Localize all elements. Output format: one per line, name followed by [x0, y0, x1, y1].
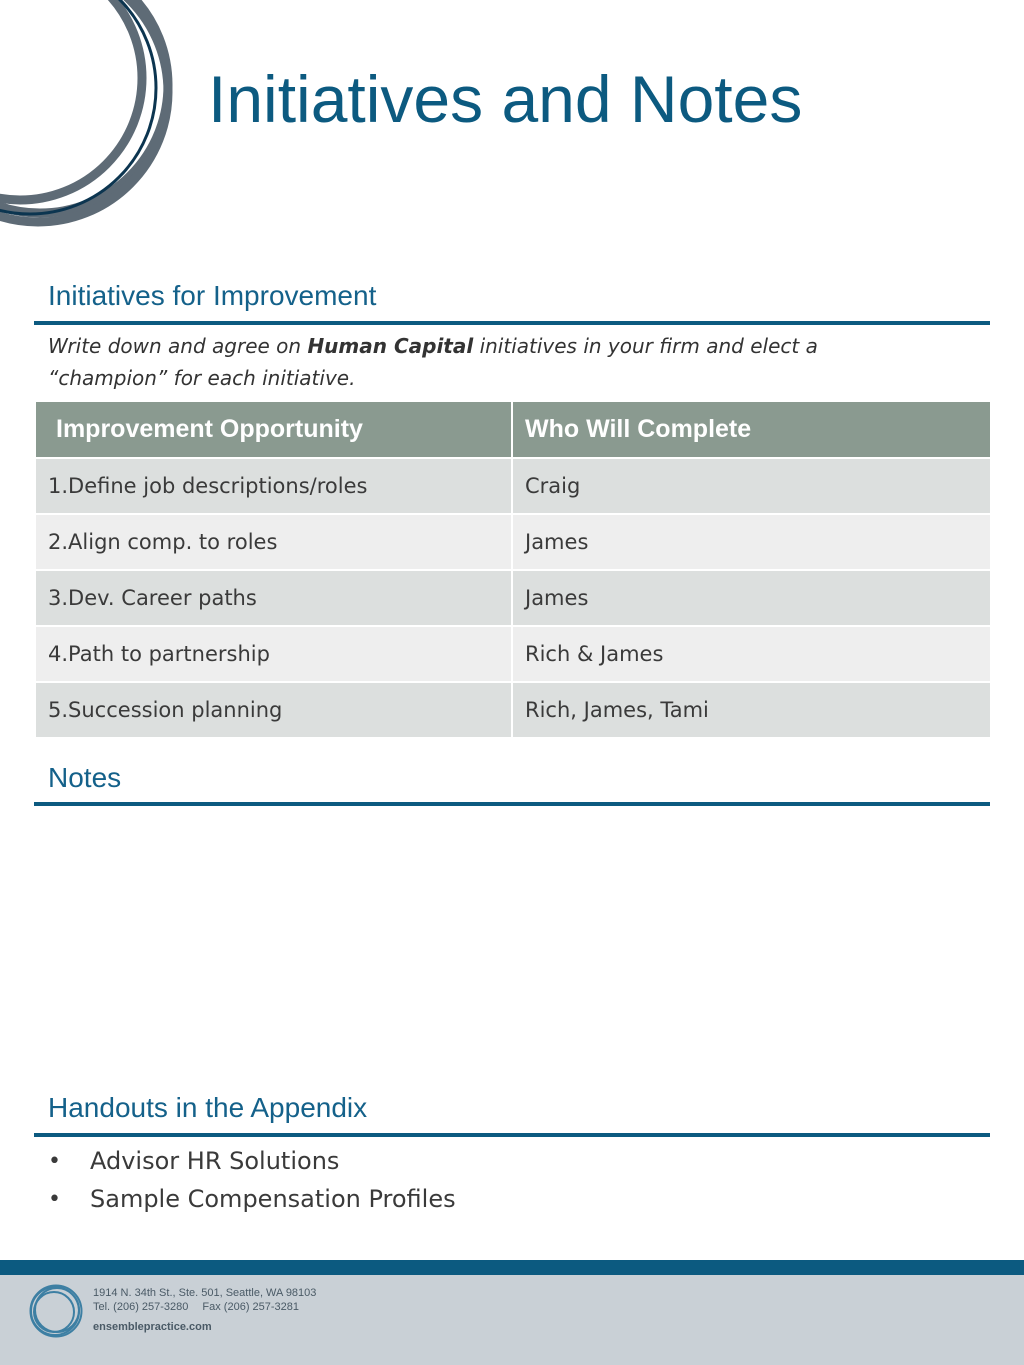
ensemble-logo-icon: [26, 1283, 86, 1339]
footer-accent-bar: [0, 1260, 1024, 1275]
table-row: [35, 458, 991, 514]
notes-area: [34, 812, 990, 1082]
handouts-list: [48, 1142, 456, 1218]
table-row: [35, 682, 991, 738]
footer-address-line: 1914 N. 34th St., Ste. 501, Seattle, WA 98103: [93, 1287, 317, 1299]
opportunity-cell: 2.Align comp. to roles: [35, 514, 512, 570]
footer-fax: Fax (206) 257-3281: [202, 1301, 300, 1313]
bullet-icon: •: [48, 1148, 61, 1174]
initiatives-table: [34, 400, 992, 739]
footer: [0, 1275, 1024, 1365]
opportunity-cell: 5.Succession planning: [35, 682, 512, 738]
footer-website: ensemblepractice.com: [93, 1321, 212, 1333]
instruction-text-emphasis: Human Capital: [307, 334, 474, 358]
handouts-divider: [34, 1133, 990, 1137]
notes-heading: Notes: [48, 762, 122, 793]
instruction-text-start: Write down and agree on: [48, 334, 308, 358]
footer-tel: Tel. (206) 257-3280: [93, 1301, 189, 1313]
handouts-heading: Handouts in the Appendix: [48, 1092, 368, 1123]
column-header-owner: Who Will Complete: [512, 401, 991, 458]
list-item: [48, 1142, 456, 1180]
instruction-text: [48, 330, 928, 394]
owner-cell: Rich & James: [512, 626, 991, 682]
opportunity-cell: 3.Dev. Career paths: [35, 570, 512, 626]
opportunity-cell: 4.Path to partnership: [35, 626, 512, 682]
table-header-row: [35, 401, 991, 458]
bullet-icon: •: [48, 1186, 61, 1212]
footer-phone-line: [93, 1300, 316, 1314]
decorative-rings-icon: [0, 0, 190, 250]
instruction-text-end: initiatives in your firm and elect a “champion” for each initiative.: [48, 334, 818, 390]
list-item: [48, 1180, 456, 1218]
table-row: [35, 626, 991, 682]
page-title: Initiatives and Notes: [208, 62, 803, 136]
column-header-opportunity: Improvement Opportunity: [35, 401, 512, 458]
notes-divider: [34, 802, 990, 806]
owner-cell: James: [512, 514, 991, 570]
initiatives-divider: [34, 321, 990, 325]
owner-cell: Craig: [512, 458, 991, 514]
footer-contact: [93, 1286, 316, 1314]
table-row: [35, 514, 991, 570]
owner-cell: Rich, James, Tami: [512, 682, 991, 738]
opportunity-cell: 1.Define job descriptions/roles: [35, 458, 512, 514]
list-item-label: Advisor HR Solutions: [90, 1147, 340, 1175]
owner-cell: James: [512, 570, 991, 626]
list-item-label: Sample Compensation Profiles: [90, 1185, 456, 1213]
initiatives-heading: Initiatives for Improvement: [48, 280, 377, 311]
table-row: [35, 570, 991, 626]
